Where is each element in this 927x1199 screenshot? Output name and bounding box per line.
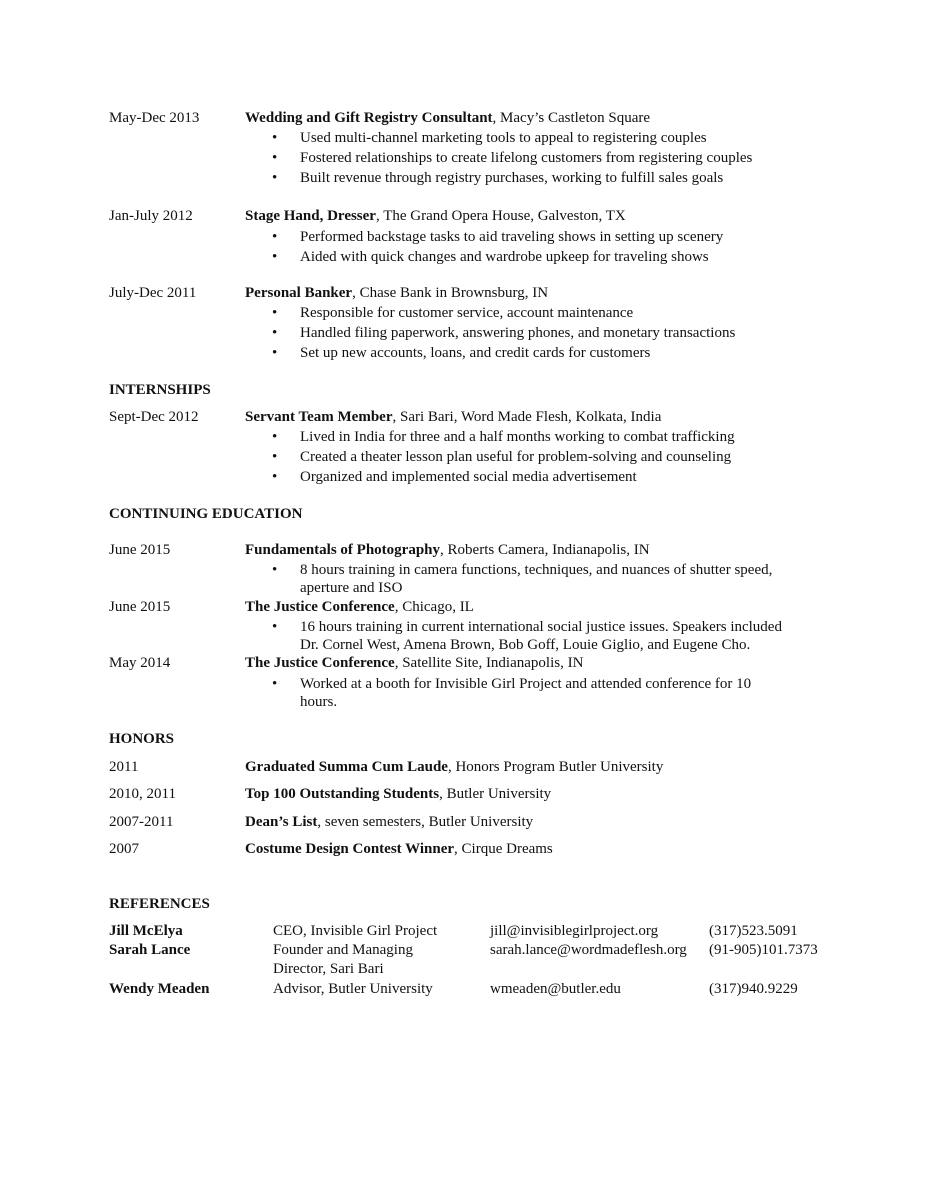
entry-role: Fundamentals of Photography	[245, 542, 441, 558]
bullet-item: Handled filing paperwork, answering phones, and monetary transactions	[300, 325, 736, 341]
reference-role: Founder and Managing	[273, 942, 413, 958]
section-heading: INTERNSHIPS	[109, 382, 211, 398]
bullet-item: Fostered relationships to create lifelong customers from registering couples	[300, 150, 753, 166]
reference-phone: (91-905)101.7373	[709, 942, 818, 958]
honor-title	[245, 785, 551, 804]
bullet-icon: •	[272, 130, 278, 146]
entry-title	[245, 207, 626, 226]
honor-date: 2007	[109, 841, 139, 857]
honor-org: , seven semesters, Butler University	[317, 814, 534, 830]
entry-date: Sept-Dec 2012	[109, 409, 199, 425]
honor-name: Top 100 Outstanding Students	[245, 786, 440, 802]
entry-org: , Chicago, IL	[394, 599, 474, 615]
entry-org: , Macy’s Castleton Square	[492, 110, 651, 126]
honor-title	[245, 758, 663, 777]
reference-name: Wendy Meaden	[109, 981, 210, 997]
entry-date: June 2015	[109, 542, 171, 558]
bullet-item: Built revenue through registry purchases, working to fulfill sales goals	[300, 170, 724, 186]
bullet-icon: •	[272, 305, 278, 321]
bullet-item: 8 hours training in camera functions, techniques, and nuances of shutter speed,	[300, 562, 773, 578]
entry-role: Personal Banker	[245, 285, 353, 301]
honor-org: , Honors Program Butler University	[447, 759, 664, 775]
entry-title	[245, 284, 548, 303]
section-heading: HONORS	[109, 731, 175, 747]
entry-role: The Justice Conference	[245, 599, 395, 615]
reference-name: Sarah Lance	[109, 942, 191, 958]
bullet-icon: •	[272, 229, 278, 245]
bullet-icon: •	[272, 249, 278, 265]
bullet-item: Organized and implemented social media advertisement	[300, 469, 637, 485]
bullet-icon: •	[272, 170, 278, 186]
reference-role: Advisor, Butler University	[273, 981, 433, 997]
reference-phone: (317)523.5091	[709, 923, 798, 939]
bullet-icon: •	[272, 619, 278, 635]
section-heading: CONTINUING EDUCATION	[109, 506, 303, 522]
bullet-item: Lived in India for three and a half months working to combat trafficking	[300, 429, 735, 445]
reference-role-continued: Director, Sari Bari	[273, 961, 384, 977]
reference-name: Jill McElya	[109, 923, 183, 939]
bullet-item-continued: Dr. Cornel West, Amena Brown, Bob Goff, Louie Giglio, and Eugene Cho.	[300, 637, 751, 653]
bullet-icon: •	[272, 429, 278, 445]
bullet-item: Created a theater lesson plan useful for problem-solving and counseling	[300, 449, 732, 465]
entry-org: , Satellite Site, Indianapolis, IN	[394, 655, 584, 671]
bullet-item: Worked at a booth for Invisible Girl Project and attended conference for 10	[300, 676, 752, 692]
honor-org: , Butler University	[439, 786, 552, 802]
entry-date: May-Dec 2013	[109, 110, 200, 126]
bullet-item: Used multi-channel marketing tools to appeal to registering couples	[300, 130, 707, 146]
entry-date: May 2014	[109, 655, 171, 671]
entry-role: Wedding and Gift Registry Consultant	[245, 110, 493, 126]
honor-name: Dean’s List	[245, 814, 318, 830]
honor-date: 2010, 2011	[109, 786, 176, 802]
bullet-item: Set up new accounts, loans, and credit cards for customers	[300, 345, 651, 361]
bullet-icon: •	[272, 676, 278, 692]
entry-title	[245, 654, 583, 673]
entry-org: , Chase Bank in Brownsburg, IN	[352, 285, 549, 301]
entry-org: , Sari Bari, Word Made Flesh, Kolkata, India	[392, 409, 662, 425]
bullet-icon: •	[272, 150, 278, 166]
reference-email: wmeaden@butler.edu	[490, 981, 621, 997]
reference-email: jill@invisiblegirlproject.org	[490, 923, 659, 939]
entry-role: The Justice Conference	[245, 655, 395, 671]
entry-org: , The Grand Opera House, Galveston, TX	[375, 208, 626, 224]
section-heading: REFERENCES	[109, 896, 210, 912]
entry-date: Jan-July 2012	[109, 208, 193, 224]
honor-date: 2011	[109, 759, 139, 775]
honor-title	[245, 840, 553, 859]
bullet-icon: •	[272, 449, 278, 465]
entry-org: , Roberts Camera, Indianapolis, IN	[440, 542, 650, 558]
reference-role: CEO, Invisible Girl Project	[273, 923, 438, 939]
honor-title	[245, 813, 533, 832]
entry-date: July-Dec 2011	[109, 285, 197, 301]
bullet-icon: •	[272, 562, 278, 578]
bullet-item: Performed backstage tasks to aid traveling shows in setting up scenery	[300, 229, 724, 245]
bullet-item-continued: aperture and ISO	[300, 580, 403, 596]
entry-role: Servant Team Member	[245, 409, 393, 425]
bullet-item: 16 hours training in current international social justice issues. Speakers included	[300, 619, 782, 635]
reference-phone: (317)940.9229	[709, 981, 798, 997]
honor-name: Costume Design Contest Winner	[245, 841, 455, 857]
entry-title	[245, 109, 650, 128]
entry-date: June 2015	[109, 599, 171, 615]
entry-role: Stage Hand, Dresser	[245, 208, 376, 224]
bullet-item: Aided with quick changes and wardrobe upkeep for traveling shows	[300, 249, 709, 265]
reference-email: sarah.lance@wordmadeflesh.org	[490, 942, 687, 958]
entry-title	[245, 408, 661, 427]
entry-title	[245, 598, 474, 617]
entry-title	[245, 541, 650, 560]
honor-org: , Cirque Dreams	[454, 841, 553, 857]
bullet-item-continued: hours.	[300, 694, 338, 710]
bullet-icon: •	[272, 345, 278, 361]
bullet-icon: •	[272, 325, 278, 341]
bullet-icon: •	[272, 469, 278, 485]
bullet-item: Responsible for customer service, account maintenance	[300, 305, 634, 321]
honor-date: 2007-2011	[109, 814, 174, 830]
honor-name: Graduated Summa Cum Laude	[245, 759, 448, 775]
